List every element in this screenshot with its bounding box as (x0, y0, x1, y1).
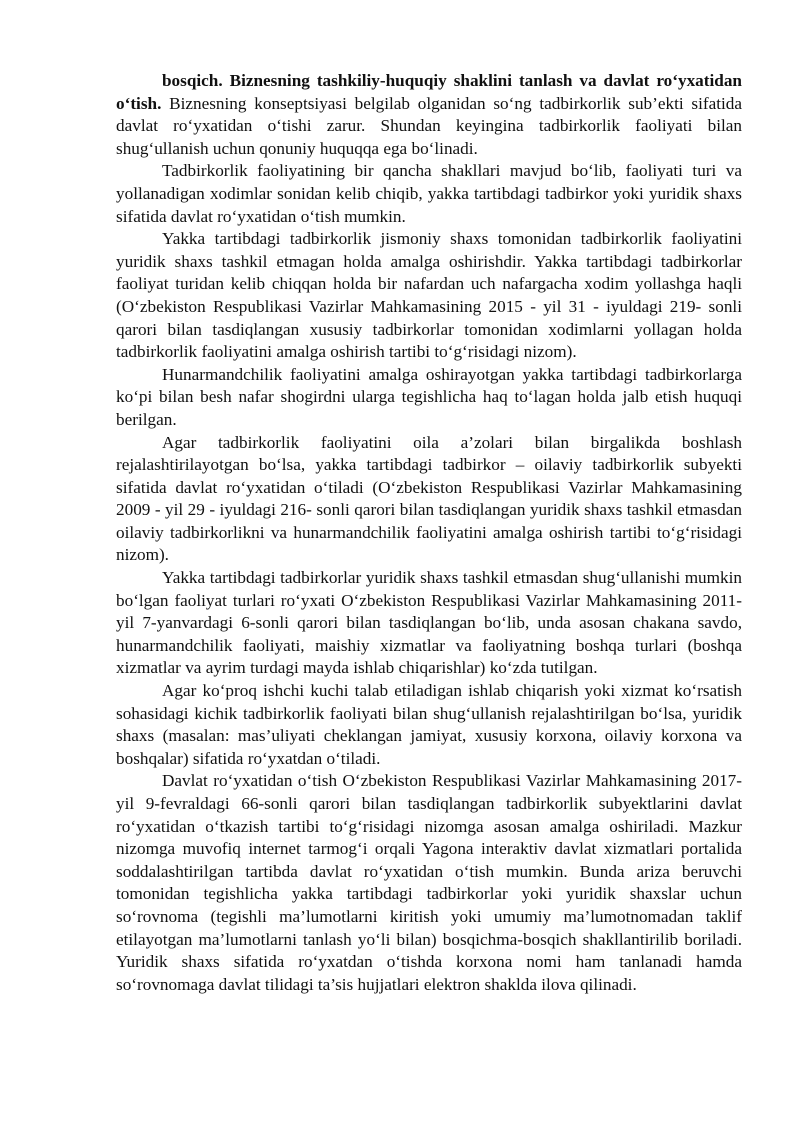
paragraph-intro (116, 70, 742, 160)
paragraph-individual-entrepreneur: Yakka tartibdagi tadbirkorlik jismoniy shaxs tomonidan tadbirkorlik faoliyatini yuridik shaxs tashkil etmagan holda amalga oshirishdir. Yakka tartibdagi tadbirkorlar faoliyat turidan kelib chiqqan holda bir nafardan uch nafargacha xodim yollashga haqli (O‘zbekiston Respublikasi Vazirlar Mahkamasining 2015 - yil 31 - iyuldagi 219- sonli qarori bilan tasdiqlangan xususiy tadbirkorlar tomonidan xodimlarni yollagan holda tadbirkorlik faoliyatini amalga oshirish tartibi to‘g‘risidagi nizom). (116, 229, 742, 362)
paragraph-registration: Davlat ro‘yxatidan o‘tish O‘zbekiston Respublikasi Vazirlar Mahkamasining 2017-yil 9-fevraldagi 66-sonli qarori bilan tasdiqlangan tadbirkorlik subyektlarini davlat ro‘yxatidan o‘tkazish tartibi to‘g‘risidagi nizomga asosan amalga oshiriladi. Mazkur nizomga muvofiq internet tarmog‘i orqali Yagona interaktiv davlat xizmatlari portalida soddalashtirilgan tartibda davlat ro‘yxatidan o‘tish mumkin. Bunda ariza beruvchi tomonidan tegishlicha yakka tartibdagi tadbirkorlar yoki yuridik shaxslar uchun so‘rovnoma (tegishli ma’lumotlarni kiritish yoki umumiy ma’lumotnomadan taklif etilayotgan ma’lumotlarni tanlash yo‘li bilan) bosqichma-bosqich shakllantirilib boriladi. Yuridik shaxs sifatida ro‘yxatdan o‘tishda korxona nomi ham tanlanadi hamda so‘rovnomaga davlat tilidagi ta’sis hujjatlari elektron shaklda ilova qilinadi. (116, 771, 742, 994)
section-heading: bosqich. Biznesning tashkiliy-huquqiy shaklini tanlash va davlat ro‘yxatidan o‘tish. (116, 71, 742, 113)
paragraph-activity-list: Yakka tartibdagi tadbirkorlar yuridik shaxs tashkil etmasdan shug‘ullanishi mumkin bo‘lgan faoliyat turlari ro‘yxati O‘zbekiston Respublikasi Vazirlar Mahkamasining 2011-yil 7-yanvardagi 6-sonli qarori bilan tasdiqlangan bo‘lib, unda asosan chakana savdo, hunarmandchilik faoliyati, maishiy xizmatlar va faoliyatning boshqa turlari (boshqa xizmatlar va ayrim turdagi mayda ishlab chiqarishlar) ko‘zda tutilgan. (116, 568, 742, 678)
document-page (116, 70, 742, 996)
paragraph-handicraft: Hunarmandchilik faoliyatini amalga oshirayotgan yakka tartibdagi tadbirkorlarga ko‘pi bilan besh nafar shogirdni ularga tegishlicha haq to‘lagan holda jalb etish huquqi berilgan. (116, 364, 742, 429)
intro-text: Biznesning konseptsiyasi belgilab olganidan so‘ng tadbirkorlik sub’ekti sifatida davlat ro‘yxatidan o‘tishi zarur. Shundan keyingina tadbirkorlik faoliyati bilan shug‘ullanish uchun qonuniy huquqqa ega bo‘linadi. (116, 93, 742, 158)
paragraph-legal-entity: Agar ko‘proq ishchi kuchi talab etiladigan ishlab chiqarish yoki xizmat ko‘rsatish sohasidagi kichik tadbirkorlik faoliyati bilan shug‘ullanish rejalashtirilgan bo‘lsa, yuridik shaxs (masalan: mas’uliyati cheklangan jamiyat, xususiy korxona, oilaviy korxona va boshqalar) sifatida ro‘yxatdan o‘tiladi. (116, 681, 742, 768)
paragraph-family-business: Agar tadbirkorlik faoliyatini oila a’zolari bilan birgalikda boshlash rejalashtirilayotgan bo‘lsa, yakka tartibdagi tadbirkor – oilaviy tadbirkorlik subyekti sifatida davlat ro‘yxatidan o‘tiladi (O‘zbekiston Respublikasi Vazirlar Mahkamasining 2009 - yil 29 - iyuldagi 216- sonli qarori bilan tasdiqlangan yuridik shaxs tashkil etmasdan oilaviy tadbirkorlikni va hunarmandchilik faoliyatini amalga oshirish tartibi to‘g‘risidagi nizom). (116, 432, 742, 565)
paragraph-forms: Tadbirkorlik faoliyatining bir qancha shakllari mavjud bo‘lib, faoliyati turi va yollanadigan xodimlar sonidan kelib chiqib, yakka tartibdagi tadbirkor yoki yuridik shaxs sifatida davlat ro‘yxatidan o‘tish mumkin. (116, 161, 742, 226)
